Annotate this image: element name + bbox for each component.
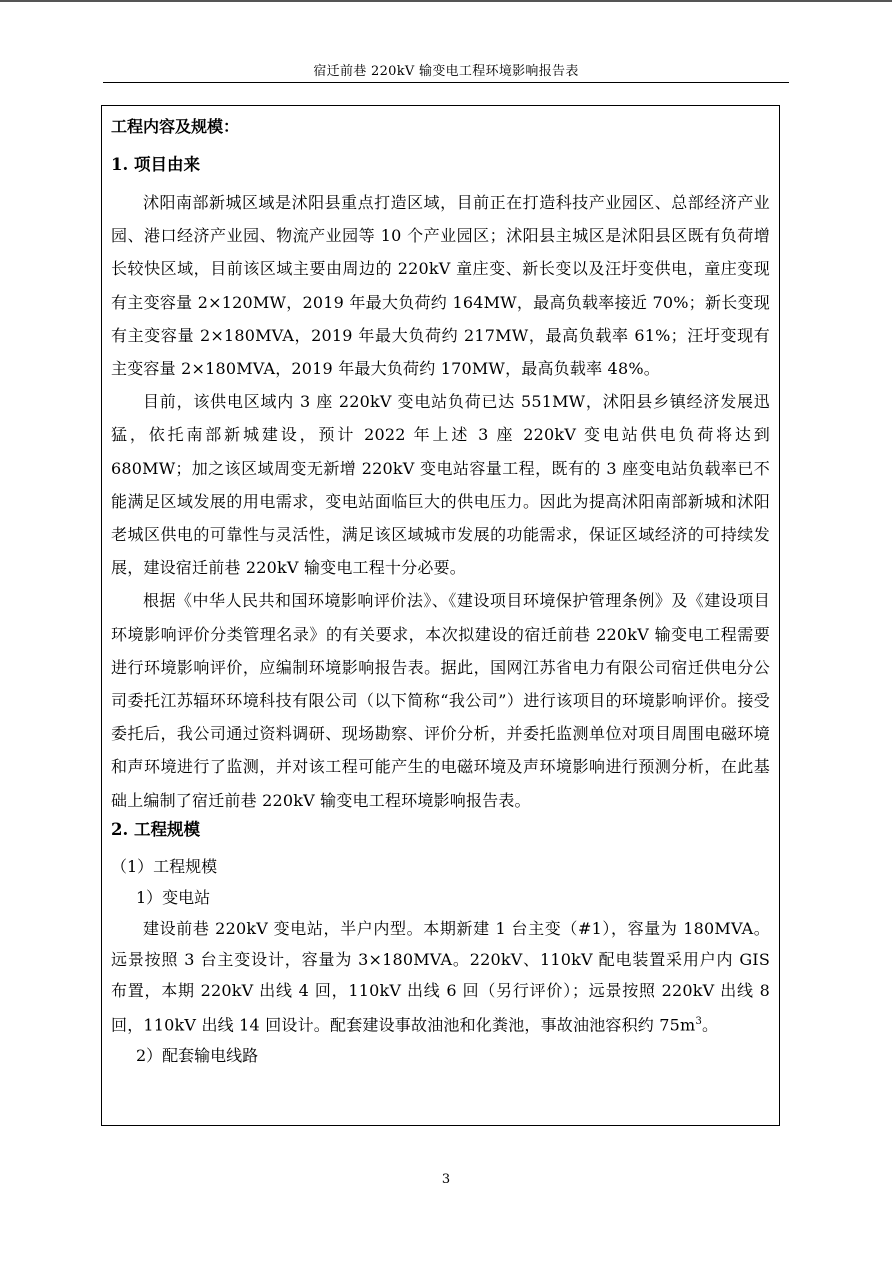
- subheading-substation: 1）变电站: [136, 887, 211, 907]
- heading-project-origin: 1. 项目由来: [111, 155, 200, 174]
- heading-project-scale: 2. 工程规模: [111, 819, 200, 839]
- running-header: 宿迁前巷 220kV 输变电工程环境影响报告表: [313, 64, 579, 79]
- section-label: 工程内容及规模：: [111, 117, 240, 136]
- page-number: 3: [441, 1172, 451, 1187]
- subheading-project-scale: （1）工程规模: [111, 856, 218, 876]
- header-rule: [103, 82, 789, 83]
- paragraph-substation: [111, 913, 770, 1040]
- paragraph-background: 沭阳南部新城区域是沭阳县重点打造区域，目前正在打造科技产业园区、总部经济产业园、港口经济产业园、物流产业园等 10 个产业园区；沭阳县主城区是沭阳县区既有负荷增长较快区域，目前该区域主要由周边的 220kV 童庄变、新长变以及汪圩变供电，童庄变现有主变容量 2×120MW，2019 年最大负荷约 164MW，最高负载率接近 70%；新长变现有主变容量 2×180MVA，2019 年最大负荷约 217MW，最高负载率 61%；汪圩变现有主变容量 2×180MVA，2019 年最大负荷约 170MW，最高负载率 48%。: [111, 193, 770, 379]
- page-top-border: [0, 0, 892, 2]
- substation-text: 建设前巷 220kV 变电站，半户内型。本期新建 1 台主变（#1），容量为 180MVA。远景按照 3 台主变设计，容量为 3×180MVA。220kV、110kV 配电装置采用户内 GIS 布置，本期 220kV 出线 4 回，110kV 出线 6 回（另行评价）；远景按照 220kV 出线 8 回，110kV 出线 14 回设计。配套建设事故油池和化粪池，事故油池容积约 75m: [111, 918, 770, 1035]
- paragraph-load-status: 目前，该供电区域内 3 座 220kV 变电站负荷已达 551MW，沭阳县乡镇经济发展迅猛，依托南部新城建设，预计 2022 年上述 3 座 220kV 变电站供电负荷将达到 680MW；加之该区域周变无新增 220kV 变电站容量工程，既有的 3 座变电站负载率已不能满足区域发展的用电需求，变电站面临巨大的供电压力。因此为提高沭阳南部新城和沭阳老城区供电的可靠性与灵活性，满足该区域城市发展的功能需求，保证区域经济的可持续发展，建设宿迁前巷 220kV 输变电工程十分必要。: [111, 392, 770, 578]
- substation-tail: 。: [702, 1015, 719, 1035]
- subheading-transmission-lines: 2）配套输电线路: [136, 1046, 259, 1066]
- paragraph-eia-basis: 根据《中华人民共和国环境影响评价法》、《建设项目环境保护管理条例》及《建设项目环境影响评价分类管理名录》的有关要求，本次拟建设的宿迁前巷 220kV 输变电工程需要进行环境影响评价，应编制环境影响报告表。据此，国网江苏省电力有限公司宿迁供电分公司委托江苏辐环环境科技有限公司（以下简称“我公司”）进行该项目的环境影响评价。接受委托后，我公司通过资料调研、现场勘察、评价分析，并委托监测单位对项目周围电磁环境和声环境进行了监测，并对该工程可能产生的电磁环境及声环境影响进行预测分析，在此基础上编制了宿迁前巷 220kV 输变电工程环境影响报告表。: [111, 591, 770, 810]
- content-table-cell: [101, 105, 780, 1126]
- superscript-cubic: 3: [695, 1015, 702, 1027]
